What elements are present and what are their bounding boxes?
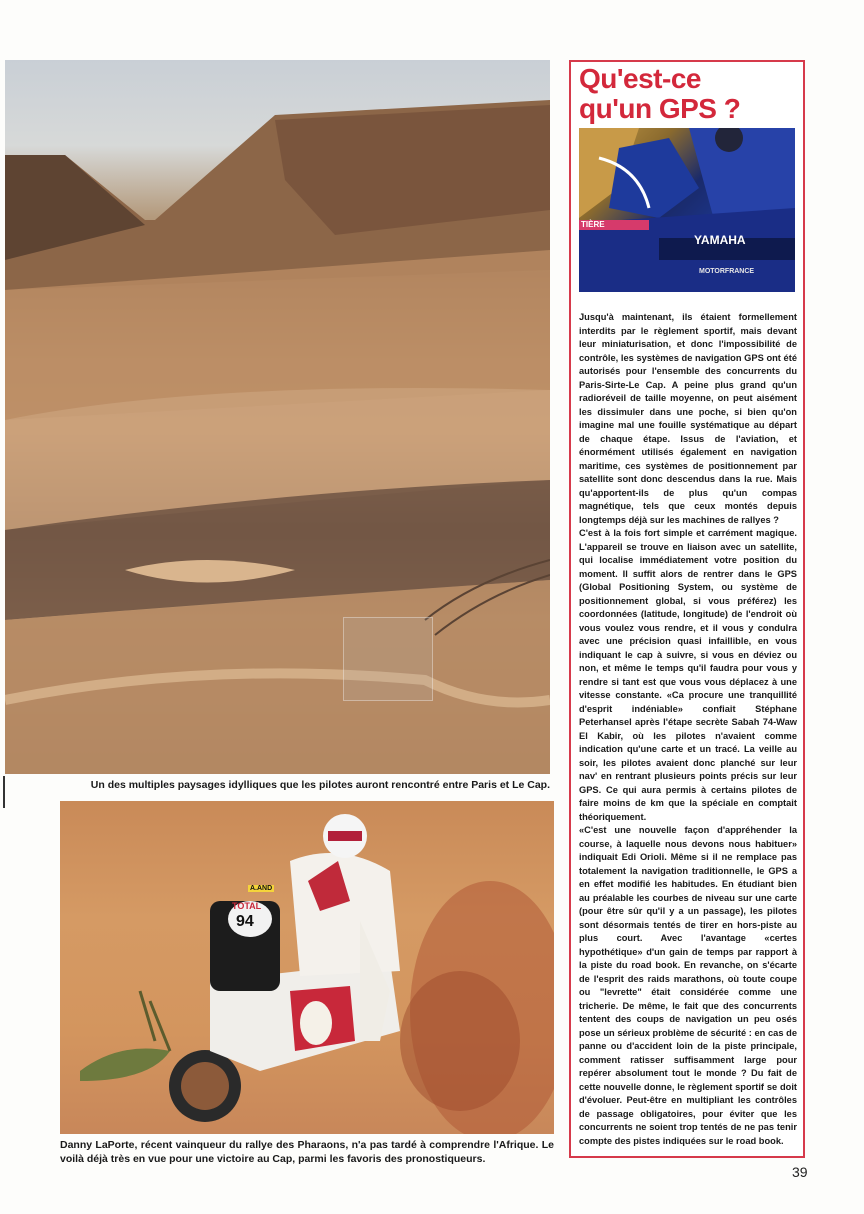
sponsor-label: TOTAL (232, 901, 262, 911)
gps-sidebar-box (569, 60, 805, 1158)
sidebar-paragraph: C'est à la fois fort simple et carrément magique. L'appareil se trouve en liaison avec un satellite, qui localise immédiatement votre position du moment. Il suffit alors de rentrer dans le GPS (Global Positioning System, ou système de positionnement global, si vous préférez) les coordonnées (latitude, longitude) de l'endroit où vous voulez vous rendre, et il vous y condulra avec une précision quasi infaillible, en vous indiquant le cap à suivre, si vous en déviez ou non, et même le temps qu'il faudra pour vous y rendre si tant est que vous vous déplacez à une vitesse constante. «Ca procure une tranquillité d'esprit indéniable» confiait Stéphane Peterhansel après l'étape secrète Sabah 74-Waw El Kabir, où les pilotes n'avaient comme indication qu'une carte et un tracé. La veille au soir, les pilotes avaient donc planché sur leur nav' en rentrant plusieurs points précis sur leur GPS. Ce qui aura permis à certains pilotes de faire moins de km que la spéciale en comptait théoriquement. (579, 528, 797, 822)
fairing-label: A.AND (250, 885, 273, 892)
margin-rule (3, 776, 5, 808)
yamaha-brand-label: YAMAHA (694, 233, 746, 247)
desert-landscape-photo (5, 60, 550, 774)
motorbike-rider-photo (60, 801, 554, 1134)
motorfrance-label: MOTORFRANCE (699, 268, 755, 275)
desert-photo-caption: Un des multiples paysages idylliques que les pilotes auront rencontré entre Paris et Le Cap. (90, 779, 550, 791)
page-number: 39 (792, 1164, 808, 1180)
yamaha-rider-photo (579, 128, 795, 292)
sidebar-title (579, 64, 799, 124)
sidebar-title-line-2: qu'un GPS ? (579, 93, 741, 124)
sidebar-paragraph: Jusqu'à maintenant, ils étaient formellement interdits par le règlement sportif, mais devant leur miniaturisation, et donc l'impossibilité de contrôle, les systèmes de navigation GPS ont été autorisés pour l'ensemble des concurrents du Paris-Sirte-Le Cap. A peine plus grand qu'un radioréveil de taille moyenne, on peut aisément les dissimuler dans une poche, si bien qu'on imagine mal une fouille systématique au départ de chaque étape. Issus de l'aviation, et énormément utilisés également en navigation maritime, ces systèmes de positionnement par satellite sont donc descendus dans la rue. Mais qu'apportent-ils de plus qu'un compas magnétique, tels que ceux montés depuis longtemps déjà sur les machines de rallyes ? (579, 312, 797, 525)
motorbike-photo-caption: Danny LaPorte, récent vainqueur du rallye des Pharaons, n'a pas tardé à comprendre l'Afrique. Le voilà déjà très en vue pour une victoire au Cap, parmi les favoris des pronostiqueurs. (60, 1139, 554, 1165)
fairing-text-label: TIÈRE (581, 220, 605, 229)
sidebar-paragraph: «C'est une nouvelle façon d'appréhender la course, à laquelle nous devons nous habituer» indiquait Edi Orioli. Même si il ne remplace pas totalement la navigation traditionnelle, le GPS a en effet modifié les habitudes. En étudiant bien au préalable les courbes de niveau sur une carte (pour être sûr qu'il y a un passage), les pilotes sont désormais tentés de tirer en hors-piste au plus court. Avec l'avantage «certes hypothétique» d'un gain de temps par rapport à la piste du road book. En revanche, on s'écarte de l'esprit des raids marathons, où toute coupe ou "levrette" était considérée comme une tricherie. De même, le fait que des concurrents tentent des coups de navigation un peu osés pose un sérieux problème de sécurité : en cas de panne ou d'accident loin de la piste principale, comment ratisser suffisamment large pour repérer absolument tout le monde ? Du fait de cette nouvelle donne, le règlement sportif se doit d'évoluer. Peut-être en multipliant les contrôles de passage obligatoires, pour éviter que les concurrents ne soient trop tentés de ne pas tenir compte des pistes indiquées sur le road book. (579, 825, 797, 1146)
race-number-plate: 94 (236, 913, 254, 930)
sidebar-title-line-1: Qu'est-ce (579, 63, 701, 94)
sidebar-article-text (579, 311, 797, 1148)
watermark-logo (343, 617, 433, 701)
